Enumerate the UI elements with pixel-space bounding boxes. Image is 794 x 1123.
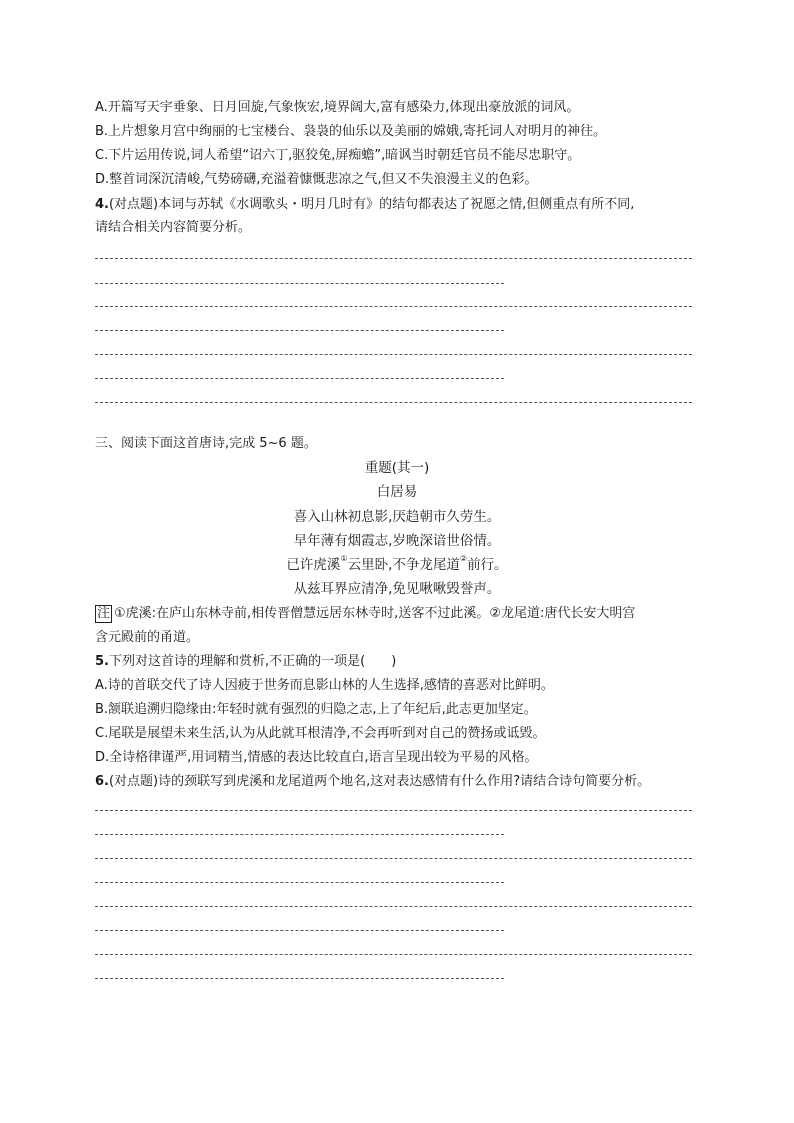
poem-note-continued: 含元殿前的甬道。 xyxy=(95,630,200,645)
answer-line xyxy=(95,930,504,931)
question-number: 4. xyxy=(95,197,109,212)
option-c: C.下片运用传说,词人希望“诏六丁,驱狡兔,屏痴蟾”,暗讽当时朝廷官员不能尽忠职守。 xyxy=(95,148,581,163)
question-number: 5. xyxy=(95,654,109,669)
answer-line xyxy=(95,858,692,859)
option-b: B.上片想象月宫中绚丽的七宝楼台、袅袅的仙乐以及美丽的嫦娥,寄托词人对明月的神往。 xyxy=(95,124,607,139)
note-label: 注 xyxy=(97,606,111,621)
answer-line xyxy=(95,978,504,979)
answer-line xyxy=(95,378,504,379)
answer-line xyxy=(95,306,692,307)
question-6 xyxy=(95,772,650,792)
answer-line xyxy=(95,882,504,883)
poem-line-3: 已许虎溪①云里卧,不争龙尾道②前行。 xyxy=(286,554,508,573)
question-5 xyxy=(95,652,396,672)
poem-line-1: 喜入山林初息影,厌趋朝市久劳生。 xyxy=(293,509,501,525)
poem-line-2: 早年薄有烟霞志,岁晚深谙世俗情。 xyxy=(293,533,501,549)
section-heading: 三、阅读下面这首唐诗,完成 5~6 题。 xyxy=(95,436,317,451)
answer-line xyxy=(95,834,504,835)
question-text: (对点题)诗的颈联写到虎溪和龙尾道两个地名,这对表达感情有什么作用?请结合诗句简要分析。 xyxy=(108,774,651,789)
answer-line xyxy=(95,906,692,907)
poem-author: 白居易 xyxy=(376,484,418,500)
question-text: (对点题)本词与苏轼《水调歌头・明月几时有》的结句都表达了祝愿之情,但侧重点有所不同, xyxy=(108,197,635,212)
question-4 xyxy=(95,195,634,215)
footnote-marker: ① xyxy=(340,554,348,563)
q5-option-c: C.尾联是展望未来生活,认为从此就耳根清净,不会再听到对自己的赞扬或诋毁。 xyxy=(95,726,546,741)
answer-line xyxy=(95,283,504,284)
question-text: 下列对这首诗的理解和赏析,不正确的一项是( ) xyxy=(108,654,397,669)
answer-line xyxy=(95,402,692,403)
answer-line xyxy=(95,954,692,955)
option-a: A.开篇写天宇垂象、日月回旋,气象恢宏,境界阔大,富有感染力,体现出豪放派的词风。 xyxy=(95,100,580,115)
poem-line-4: 从兹耳界应清净,免见啾啾毁誉声。 xyxy=(293,581,501,597)
answer-line xyxy=(95,330,504,331)
q5-option-d: D.全诗格律谨严,用词精当,情感的表达比较直白,语言呈现出较为平易的风格。 xyxy=(95,750,538,765)
q5-option-b: B.颔联追溯归隐缘由:年轻时就有强烈的归隐之志,上了年纪后,此志更加坚定。 xyxy=(95,702,537,717)
footnote-marker: ② xyxy=(459,554,468,563)
answer-line xyxy=(95,810,692,811)
question-4-continued: 请结合相关内容简要分析。 xyxy=(95,220,252,235)
answer-line xyxy=(95,354,692,355)
note-text: ①虎溪:在庐山东林寺前,相传晋僧慧远居东林寺时,送客不过此溪。②龙尾道:唐代长安大明宫 xyxy=(114,606,636,621)
poem-title: 重题(其一) xyxy=(364,460,430,476)
poem-note xyxy=(95,604,635,624)
q5-option-a: A.诗的首联交代了诗人因疲于世务而息影山林的人生选择,感情的喜恶对比鲜明。 xyxy=(95,678,554,693)
answer-line xyxy=(95,258,692,259)
question-number: 6. xyxy=(95,774,109,789)
option-d: D.整首词深沉清峻,气势磅礴,充溢着慷慨悲凉之气,但又不失浪漫主义的色彩。 xyxy=(95,172,538,187)
